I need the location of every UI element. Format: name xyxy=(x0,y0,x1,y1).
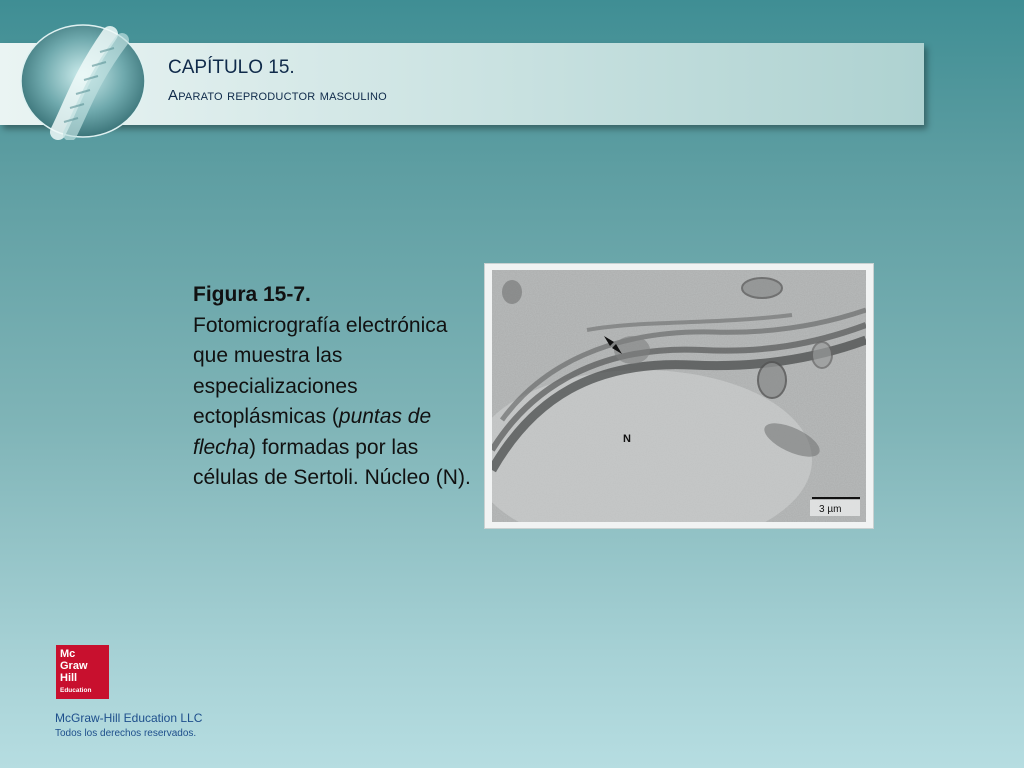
mcgraw-hill-logo xyxy=(56,645,109,699)
micrograph-image xyxy=(484,263,874,529)
copyright-rights: Todos los derechos reservados. xyxy=(55,728,197,739)
chromosome-emblem-icon xyxy=(18,22,148,140)
caption-text-end: ) formadas por las células de Sertoli. Núcleo (N). xyxy=(193,435,471,489)
caption-text-italic: puntas de flecha xyxy=(193,405,432,459)
chapter-title: CAPÍTULO 15. xyxy=(168,57,295,78)
caption-text-start: Fotomicrografía electrónica que muestra las especializaciones ectoplásmicas ( xyxy=(193,313,448,428)
figure-caption xyxy=(193,280,473,494)
scale-bar-label: 3 µm xyxy=(819,504,842,515)
electron-micrograph xyxy=(492,270,866,522)
logo-text: Graw xyxy=(60,660,88,672)
copyright-company: McGraw-Hill Education LLC xyxy=(55,711,203,725)
logo-text: Mc xyxy=(60,648,76,660)
nucleus-label: N xyxy=(623,433,631,445)
chapter-subtitle: Aparato reproductor masculino xyxy=(168,87,387,104)
figure-label: Figura 15-7. xyxy=(193,283,311,306)
logo-text: Education xyxy=(60,687,92,694)
logo-text: Hill xyxy=(60,672,78,684)
